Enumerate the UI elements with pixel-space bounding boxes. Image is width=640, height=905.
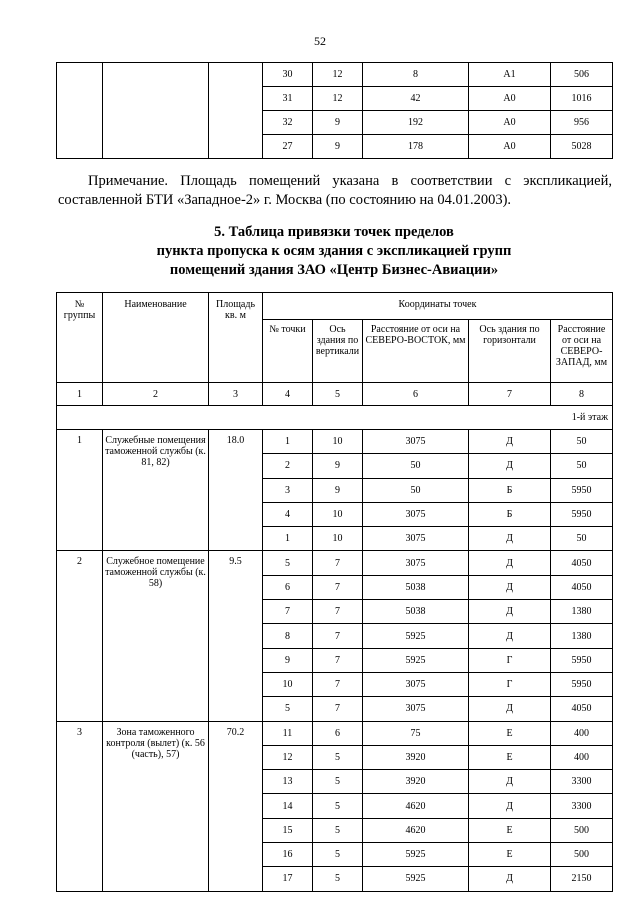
note-text: Примечание. Площадь помещений указана в соответствии с экспликацией, составленной БТИ «Западное-2» г. Москва (по состоянию на 04.01.2003).: [58, 173, 612, 208]
table-cell: 3075: [363, 502, 469, 526]
header-coords: Координаты точек: [263, 293, 613, 320]
table-cell: Е: [469, 745, 551, 769]
column-number-row: [57, 383, 613, 406]
table-cell: 400: [551, 721, 613, 745]
table-cell: 5038: [363, 600, 469, 624]
table-cell: 3075: [363, 527, 469, 551]
table-row: [57, 430, 613, 454]
table-cell: 5: [313, 818, 363, 842]
table-cell: 5: [263, 551, 313, 575]
table-cell: 9: [263, 648, 313, 672]
table-cell: Д: [469, 454, 551, 478]
table-cell: 12: [263, 745, 313, 769]
table-cell: Д: [469, 551, 551, 575]
table-cell: 8: [263, 624, 313, 648]
table-cell: 42: [363, 87, 469, 111]
column-number: 7: [469, 383, 551, 406]
table-cell: 4050: [551, 697, 613, 721]
table-cell: 14: [263, 794, 313, 818]
table-cell: 506: [551, 63, 613, 87]
table-cell: 5925: [363, 843, 469, 867]
table-cell: 9: [313, 454, 363, 478]
table-cell: 1016: [551, 87, 613, 111]
group-area: 18.0: [209, 430, 263, 551]
table-cell: Д: [469, 794, 551, 818]
table-cell: 3075: [363, 551, 469, 575]
table-cell: 3920: [363, 770, 469, 794]
table-cell: 11: [263, 721, 313, 745]
table-cell: Д: [469, 600, 551, 624]
column-number: 5: [313, 383, 363, 406]
table-cell: 3300: [551, 770, 613, 794]
table-cell: Б: [469, 502, 551, 526]
table-cell: 5: [263, 697, 313, 721]
table-cell: 4620: [363, 818, 469, 842]
table-cell: Д: [469, 575, 551, 599]
table-cell: 27: [263, 135, 313, 159]
table-cell: 4620: [363, 794, 469, 818]
coordinates-table: [56, 292, 613, 892]
table-cell: Д: [469, 624, 551, 648]
table-cell: 5950: [551, 672, 613, 696]
table-cell: 9: [313, 135, 363, 159]
header-dist-nw: Расстояние от оси на СЕВЕРО-ЗАПАД, мм: [551, 320, 613, 383]
table-cell: 10: [313, 430, 363, 454]
floor-row: [57, 406, 613, 430]
header-group-no: № группы: [57, 293, 103, 383]
table-cell: 13: [263, 770, 313, 794]
table-cell: Г: [469, 672, 551, 696]
header-dist-ne: Расстояние от оси на СЕВЕРО-ВОСТОК, мм: [363, 320, 469, 383]
table-cell: 192: [363, 111, 469, 135]
table-cell: 12: [313, 87, 363, 111]
continued-table: [56, 62, 613, 159]
header-h-axis: Ось здания по горизонтали: [469, 320, 551, 383]
column-number: 2: [103, 383, 209, 406]
table-cell: Г: [469, 648, 551, 672]
table-cell: 12: [313, 63, 363, 87]
table-cell: А1: [469, 63, 551, 87]
table-cell: Е: [469, 721, 551, 745]
table-cell: 6: [263, 575, 313, 599]
table-cell: А0: [469, 87, 551, 111]
table-cell: 3300: [551, 794, 613, 818]
note-paragraph: [58, 172, 612, 210]
table-cell: 50: [551, 430, 613, 454]
table-cell: 5038: [363, 575, 469, 599]
group-name: Служебное помещение таможенной службы (к. 58): [103, 551, 209, 721]
group-name: Зона таможенного контроля (вылет) (к. 56 (часть), 57): [103, 721, 209, 891]
table-cell: 6: [313, 721, 363, 745]
table-cell: 7: [313, 575, 363, 599]
page-number: 52: [314, 34, 326, 48]
table-cell: 15: [263, 818, 313, 842]
group-number: 3: [57, 721, 103, 891]
table-cell: 10: [263, 672, 313, 696]
table-cell: 50: [363, 454, 469, 478]
table-cell: 956: [551, 111, 613, 135]
table-cell: 7: [313, 697, 363, 721]
table-cell: 1380: [551, 624, 613, 648]
table-cell: 8: [363, 63, 469, 87]
table-cell: 3075: [363, 672, 469, 696]
table-cell: 5925: [363, 867, 469, 891]
table-cell: 5028: [551, 135, 613, 159]
group-number: 2: [57, 551, 103, 721]
table-cell: 500: [551, 843, 613, 867]
table-cell: 16: [263, 843, 313, 867]
table-cell: 10: [313, 527, 363, 551]
column-number: 8: [551, 383, 613, 406]
table-cell: Д: [469, 430, 551, 454]
table-cell: 5: [313, 843, 363, 867]
table-cell: Б: [469, 478, 551, 502]
table-cell: 7: [313, 672, 363, 696]
heading-line-3: помещений здания ЗАО «Центр Бизнес-Авиации»: [169, 262, 499, 278]
table-row: [57, 721, 613, 745]
group-area: 9.5: [209, 551, 263, 721]
table-cell: 50: [363, 478, 469, 502]
column-number: 4: [263, 383, 313, 406]
table-cell: 5925: [363, 648, 469, 672]
table-cell: 7: [313, 551, 363, 575]
table-cell: 50: [551, 527, 613, 551]
table-cell: 7: [313, 624, 363, 648]
table-cell: 7: [263, 600, 313, 624]
table-cell: 5: [313, 794, 363, 818]
table-cell: 5950: [551, 478, 613, 502]
table-cell: 5950: [551, 502, 613, 526]
table-cell: 7: [313, 600, 363, 624]
table-cell: 178: [363, 135, 469, 159]
table-cell: Д: [469, 867, 551, 891]
table-cell: Д: [469, 697, 551, 721]
table-cell: 400: [551, 745, 613, 769]
table-cell: 3075: [363, 430, 469, 454]
column-number: 3: [209, 383, 263, 406]
table-cell: 1: [263, 430, 313, 454]
table-cell: 2150: [551, 867, 613, 891]
header-v-axis: Ось здания по вертикали: [313, 320, 363, 383]
table-cell: 30: [263, 63, 313, 87]
table-cell: 3075: [363, 697, 469, 721]
header-name: Наименование: [103, 293, 209, 383]
table-cell: 3920: [363, 745, 469, 769]
table-cell: 31: [263, 87, 313, 111]
heading-line-1: 5. Таблица привязки точек пределов: [214, 224, 454, 240]
table-cell: 5: [313, 745, 363, 769]
table-cell: 2: [263, 454, 313, 478]
header-area: Площадь кв. м: [209, 293, 263, 383]
table-cell: 7: [313, 648, 363, 672]
section-heading: [56, 223, 612, 280]
table-cell: 50: [551, 454, 613, 478]
table-cell: 10: [313, 502, 363, 526]
header-point-no: № точки: [263, 320, 313, 383]
group-area: 70.2: [209, 721, 263, 891]
group-number: 1: [57, 430, 103, 551]
table-cell: 5950: [551, 648, 613, 672]
table-cell: 75: [363, 721, 469, 745]
table-cell: 5925: [363, 624, 469, 648]
table-cell: 1380: [551, 600, 613, 624]
table-cell: 32: [263, 111, 313, 135]
table-row: [57, 551, 613, 575]
column-number: 6: [363, 383, 469, 406]
table-cell: 3: [263, 478, 313, 502]
heading-line-2: пункта пропуска к осям здания с экспликацией групп: [156, 243, 512, 259]
table-cell: 9: [313, 478, 363, 502]
table-cell: А0: [469, 111, 551, 135]
table-cell: 5: [313, 867, 363, 891]
table-cell: Е: [469, 818, 551, 842]
table-cell: 9: [313, 111, 363, 135]
table-cell: 5: [313, 770, 363, 794]
table-cell: 1: [263, 527, 313, 551]
table-cell: Д: [469, 770, 551, 794]
table-cell: 500: [551, 818, 613, 842]
group-name: Служебные помещения таможенной службы (к. 81, 82): [103, 430, 209, 551]
table-cell: А0: [469, 135, 551, 159]
table-cell: Д: [469, 527, 551, 551]
table-cell: 17: [263, 867, 313, 891]
empty-name-cell: [103, 63, 209, 159]
table-cell: 4050: [551, 551, 613, 575]
column-number: 1: [57, 383, 103, 406]
table-cell: 4050: [551, 575, 613, 599]
floor-label: 1-й этаж: [57, 406, 613, 430]
table-cell: Е: [469, 843, 551, 867]
empty-area-cell: [209, 63, 263, 159]
table-cell: 4: [263, 502, 313, 526]
empty-group-cell: [57, 63, 103, 159]
table-row: [57, 63, 613, 87]
